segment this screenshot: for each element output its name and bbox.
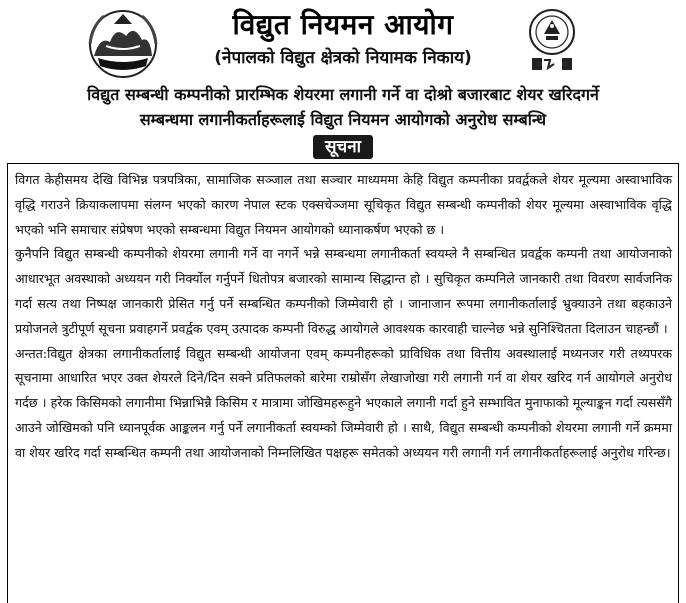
- regulatory-commission-logo-icon: [524, 6, 580, 78]
- paragraph-2: कुनैपनि विद्युत सम्बन्धी कम्पनीको शेयरमा लगानी गर्ने वा नगर्ने भन्ने सम्बन्धमा लगानीकर्ता स्वयम्ले नै सम्बन्धित प्रवर्द्वक कम्पनी तथा आयोजनाको आधारभूत अवस्थाको अध्ययन गरी निर्क्योल गर्नुपर्ने धितोपत्र बजारको सामान्य सिद्धान्त हो । सुचिकृत कम्पनिले जानकारी तथा विवरण सार्वजनिक गर्दा सत्य तथा निष्पक्ष जानकारी प्रेसित गर्नु पर्ने सम्बन्धित कम्पनीको जिम्मेवारी हो । जानाजान रूपमा लगानीकर्तालाई भ्रुक्याउने तथा बहकाउने प्रयोजनले त्रुटीपूर्ण सूचना प्रवाहगर्ने प्रवर्द्वक एवम् उत्पादक कम्पनी विरुद्ध आयोगले आवश्यक कारवाही चाल्नेछ भन्ने सुनिश्चितता दिलाउन चाहन्छौं ।: [15, 246, 672, 336]
- notice-body: [7, 163, 679, 603]
- headline-line-1: विद्युत सम्बन्धी कम्पनीको प्रारम्भिक शेयरमा लगानी गर्ने वा दोश्रो बजारबाट शेयर खरिदगर्ने: [87, 85, 599, 104]
- organization-title: विद्युत नियमन आयोग: [232, 8, 454, 41]
- notice-label-wrap: [0, 135, 686, 161]
- document-header: [0, 0, 686, 84]
- headline-line-2: सम्बन्धमा लगानीकर्ताहरूलाई विद्युत नियमन आयोगको अनुरोध सम्बन्धि: [139, 110, 547, 129]
- notice-label: सूचना: [313, 135, 373, 159]
- organization-subtitle: (नेपालको विद्युत क्षेत्रको नियामक निकाय): [214, 48, 472, 68]
- paragraph-3: अन्तत:विद्युत क्षेत्रका लगानीकर्तालाई विद्युत सम्बन्धी आयोजना एवम् कम्पनीहरूको प्राविधिक तथा वित्तीय अवस्थालाई मध्यनजर गरी तथ्यपरक सूचनामा आधारित भएर उक्त शेयरले दिने/दिन सक्ने प्रतिफलको बारेमा राम्रोसँग लेखाजोखा गरी लगानी गर्न वा शेयर खरिद गर्न आयोगले अनुरोध गर्दछ । हरेक किसिमको लगानीमा भिन्नाभिन्नै किसिम र मात्रामा जोखिमहरूहुने भएकाले लगानी गर्दा हुने सम्भावित मुनाफाको मूल्याङ्कन गर्दा त्यससँगै आउने जोखिमको पनि ध्यानपूर्वक आङ्कलन गर्नु पर्ने लगानीकर्ता स्वयम्को जिम्मेवारी हो । साथै, विद्युत सम्बन्धी कम्पनीको शेयरमा लगानी गर्ने क्रममा वा शेयर खरिद गर्दा सम्बन्धित कम्पनी तथा आयोजनाको निम्नलिखित पक्षहरू समेतको अध्ययन गरी लगानी गर्न लगानीकर्ताहरूलाई अनुरोध गरिन्छ।: [15, 345, 672, 460]
- paragraph-1: विगत केहीसमय देखि विभिन्न पत्रपत्रिका, सामाजिक सञ्जाल तथा सञ्चार माध्यममा केहि विद्युत कम्पनीका प्रवर्द्वकले शेयर मूल्यमा अस्वाभाविक वृद्धि गराउने क्रियाकलापमा संलग्न भएको कारण नेपाल स्टक एक्सचेञ्जमा सूचिकृत विद्युत सम्बन्धी कम्पनीको शेयर मूल्यमा अस्वाभाविक वृद्धि भएको भनि समाचार संप्रेषण भएको सम्बन्धमा विद्युत नियमन आयोगको ध्यानाकर्षण भएको छ ।: [15, 172, 672, 237]
